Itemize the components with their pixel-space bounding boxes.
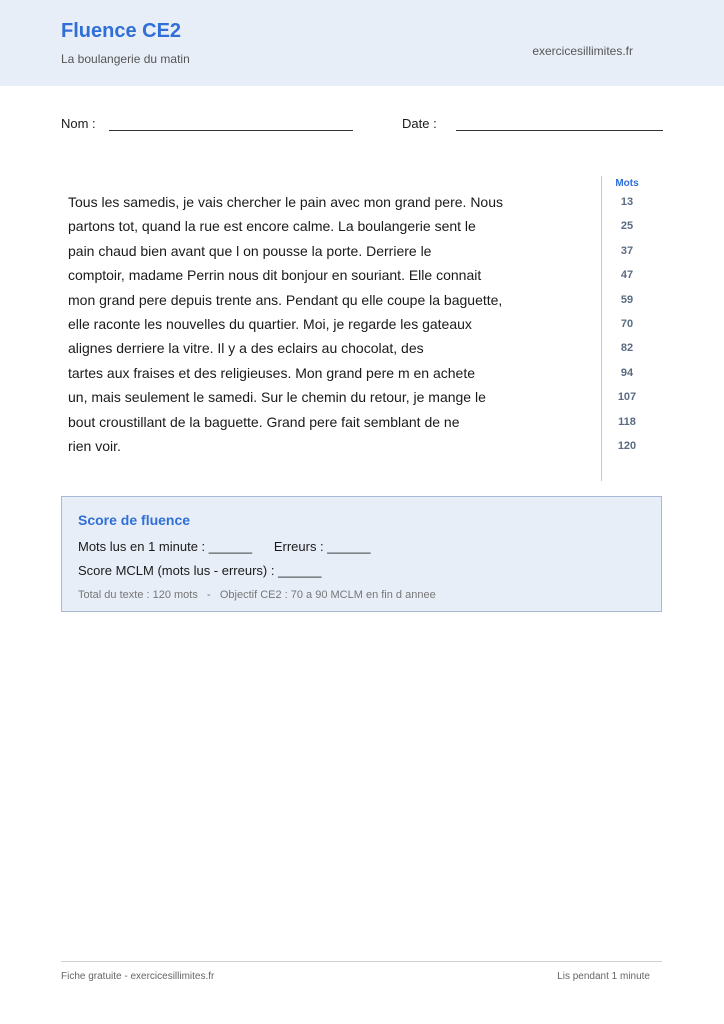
word-count: 13 [620,196,634,208]
word-count: 70 [620,317,634,330]
text-line: alignes derriere la vitre. Il y a des eclairs au chocolat, des [68,340,424,357]
word-count: 94 [620,366,634,379]
words-read-errors-line[interactable]: Mots lus en 1 minute : ______ Erreurs : ______ [78,539,371,554]
mclm-score-line[interactable]: Score MCLM (mots lus - erreurs) : ______ [78,563,322,578]
word-count: 47 [620,269,634,282]
word-count: 82 [620,342,634,355]
text-line: un, mais seulement le samedi. Sur le chemin du retour, je mange le [68,389,486,406]
word-count-divider [601,176,602,481]
footer-divider [61,961,662,962]
nom-field[interactable] [109,130,353,131]
reading-text [68,190,588,458]
word-count-header: Mots [615,178,639,189]
word-count: 120 [617,439,637,452]
text-line: rien voir. [68,437,121,454]
word-count: 59 [620,293,634,306]
text-line: mon grand pere depuis trente ans. Pendant qu elle coupe la baguette, [68,291,503,308]
page-title: Fluence CE2 [61,20,182,42]
nom-label: Nom : [61,116,96,131]
text-line: tartes aux fraises et des religieuses. Mon grand pere m en achete [68,364,475,381]
text-line: Tous les samedis, je vais chercher le pain avec mon grand pere. Nous [68,194,503,210]
word-count: 37 [620,244,634,257]
date-field[interactable] [456,130,663,131]
text-line: bout croustillant de la baguette. Grand pere fait semblant de ne [68,413,460,430]
text-line: elle raconte les nouvelles du quartier. Moi, je regarde les gateaux [68,315,472,332]
score-note: Total du texte : 120 mots - Objectif CE2 : 70 a 90 MCLM en fin d annee [78,589,436,601]
word-count-column [606,190,648,458]
text-line: partons tot, quand la rue est encore calme. La boulangerie sent le [68,218,476,235]
word-count: 118 [618,415,636,428]
word-count: 25 [620,220,634,233]
footer-right-text: Lis pendant 1 minute [557,971,650,982]
footer-left-text: Fiche gratuite - exercicesillimites.fr [61,971,215,982]
score-title: Score de fluence [78,512,191,528]
page-header [0,0,724,86]
text-line: pain chaud bien avant que l on pousse la porte. Derriere le [68,242,432,259]
word-count: 107 [617,391,637,404]
text-line: comptoir, madame Perrin nous dit bonjour en souriant. Elle connait [68,267,482,284]
date-label: Date : [402,116,437,131]
page-subtitle: La boulangerie du matin [61,52,190,66]
score-box [61,496,662,612]
site-name: exercicesillimites.fr [532,44,633,58]
